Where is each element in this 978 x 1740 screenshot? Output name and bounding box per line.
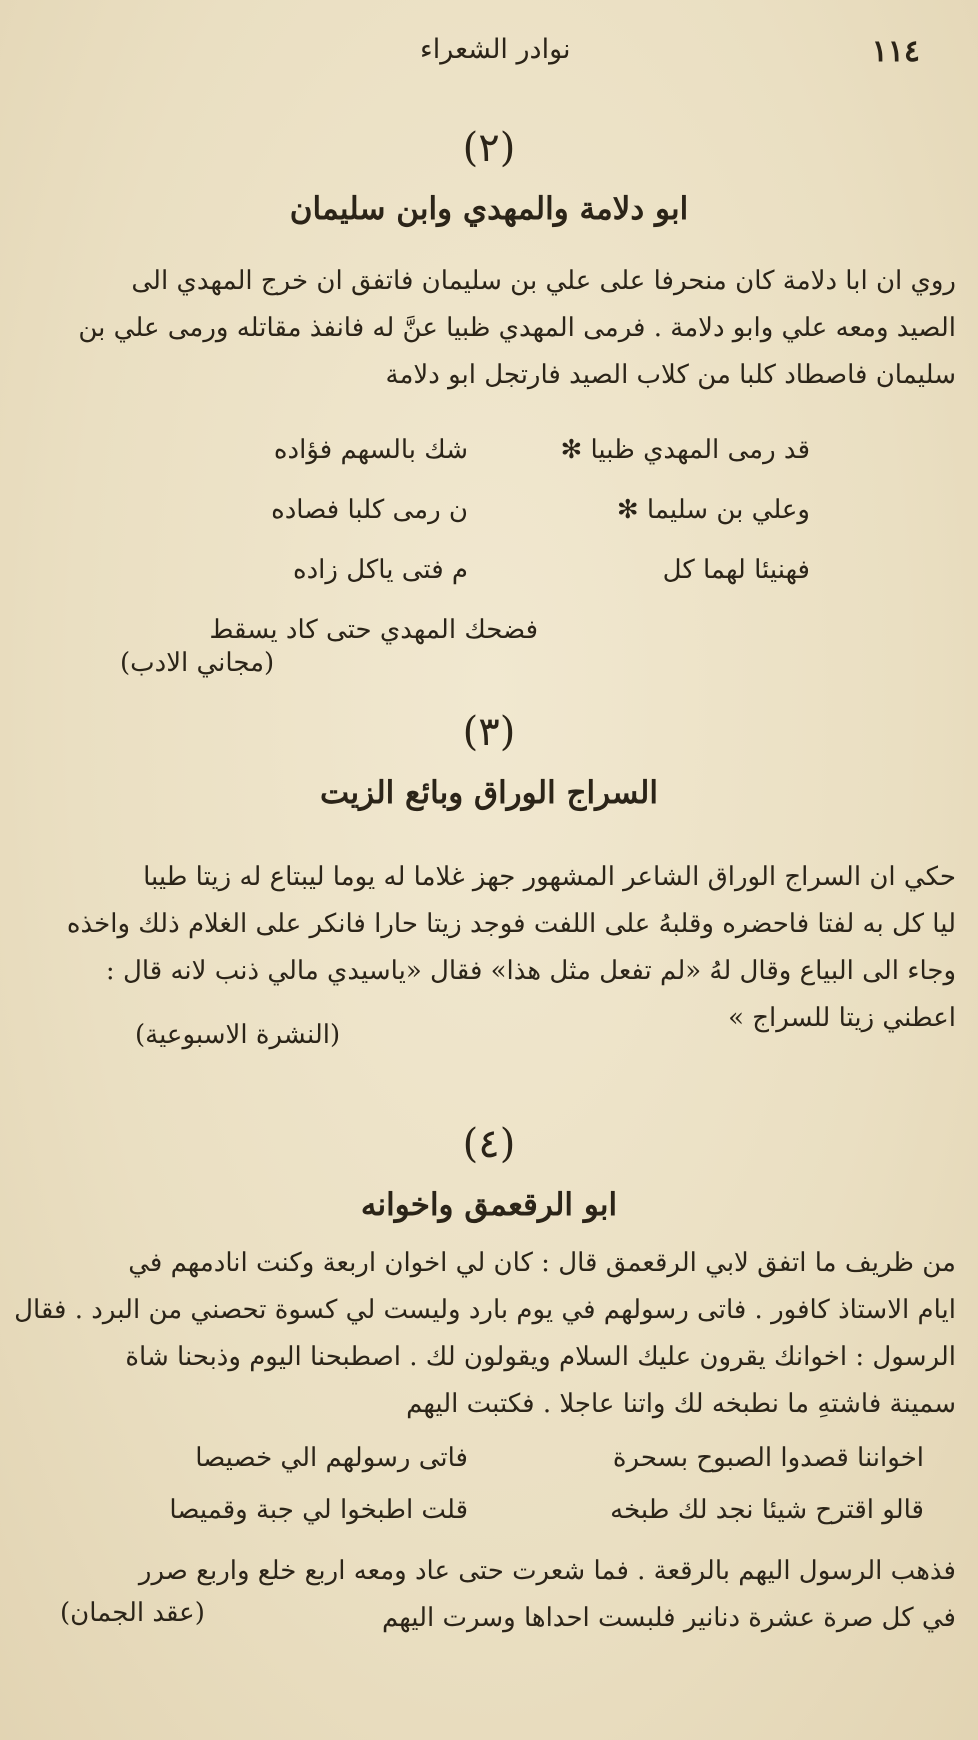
section-title: ابو الرقعمق واخوانه [360,1187,618,1223]
section-3-title-wrap [0,768,978,818]
verse-hemistich: ن رمى كلبا فصاده [271,495,468,525]
verse-hemistich: شك بالسهم فؤاده [273,435,468,465]
prose-line: ايام الاستاذ كافور . فاتى رسولهم في يوم بارد وليست لي كسوة تحصني من البرد . فقال [14,1295,956,1325]
section-title: السراج الوراق وبائع الزيت [320,775,658,811]
source-citation: (النشرة الاسبوعية) [135,1020,341,1050]
section-2-prose [0,258,978,399]
verse-hemistich: فهنيئا لهما كل [662,555,810,585]
prose-line: الرسول : اخوانك يقرون عليك السلام ويقولون لك . اصطبحنا اليوم وذبحنا شاة [125,1342,956,1372]
prose-line: ليا كل به لفتا فاحضره وقلبهُ على اللفت فوجد زيتا حارا فانكر على الغلام ذلك واخذه [66,909,956,939]
section-number: (٣) [462,709,516,755]
section-4-prose [0,1240,978,1428]
section-2-title-wrap [0,184,978,234]
verse-hemistich: قالو اقترح شيئا نجد لك طبخه [610,1495,924,1525]
prose-line: حكي ان السراج الوراق الشاعر المشهور جهز غلاما له يوما ليبتاع له زيتا طيبا [143,862,956,892]
section-4-verses [0,1432,978,1536]
section-number: (٤) [462,1121,516,1167]
section-2-verses [0,420,978,660]
prose-line: وجاء الى البياع وقال لهُ «لم تفعل مثل هذا» فقال «ياسيدي مالي ذنب لانه قال : [105,956,956,986]
prose-line: سمينة فاشتهِ ما نطبخه لك واتنا عاجلا . فكتبت اليهم [406,1389,956,1419]
section-2 [0,124,978,172]
prose-line: روي ان ابا دلامة كان منحرفا على علي بن سليمان فاتفق ان خرج المهدي الى [131,266,956,296]
page-number: ١١٤ [871,34,920,69]
verse-line [0,1432,978,1484]
page-header [0,28,978,72]
section-number: (٢) [462,125,516,171]
verse-hemistich: م فتى ياكل زاده [292,555,468,585]
section-title: ابو دلامة والمهدي وابن سليمان [289,191,689,227]
section-3 [0,708,978,756]
prose-line: الصيد ومعه علي وابو دلامة . فرمى المهدي ظبيا عنَّ له فانفذ مقاتله ورمى علي بن [78,313,956,343]
section-4-title-wrap [0,1180,978,1230]
verse-hemistich: قلت اطبخوا لي جبة وقميصا [169,1495,468,1525]
verse-hemistich: فاتى رسولهم الي خصيصا [195,1443,468,1473]
prose-line: فذهب الرسول اليهم بالرقعة . فما شعرت حتى عاد ومعه اربع خلع واربع صرر [138,1556,956,1586]
prose-line: في كل صرة عشرة دنانير فلبست احداها وسرت اليهم [381,1603,956,1633]
prose-line: سليمان فاصطاد كلبا من كلاب الصيد فارتجل ابو دلامة [385,360,956,390]
verse-line [0,420,978,480]
source-citation: (عقد الجمان) [60,1598,205,1628]
verse-hemistich: وعلي بن سليما ✻ [616,495,810,525]
verse-hemistich: قد رمى المهدي ظبيا ✻ [560,435,810,465]
verse-hemistich: اخواننا قصدوا الصبوح بسحرة [612,1443,924,1473]
prose-line: اعطني زيتا للسراج » [728,1003,956,1033]
running-title: نوادر الشعراء [420,34,571,65]
section-3-prose [0,854,978,1042]
section-4 [0,1120,978,1168]
verse-hemistich: فضحك المهدي حتى كاد يسقط [209,615,538,645]
verse-line [0,480,978,540]
verse-line [0,540,978,600]
verse-line [0,1484,978,1536]
prose-line: من ظريف ما اتفق لابي الرقعمق قال : كان لي اخوان اربعة وكنت انادمهم في [128,1248,956,1278]
source-citation: (مجاني الادب) [120,648,275,678]
